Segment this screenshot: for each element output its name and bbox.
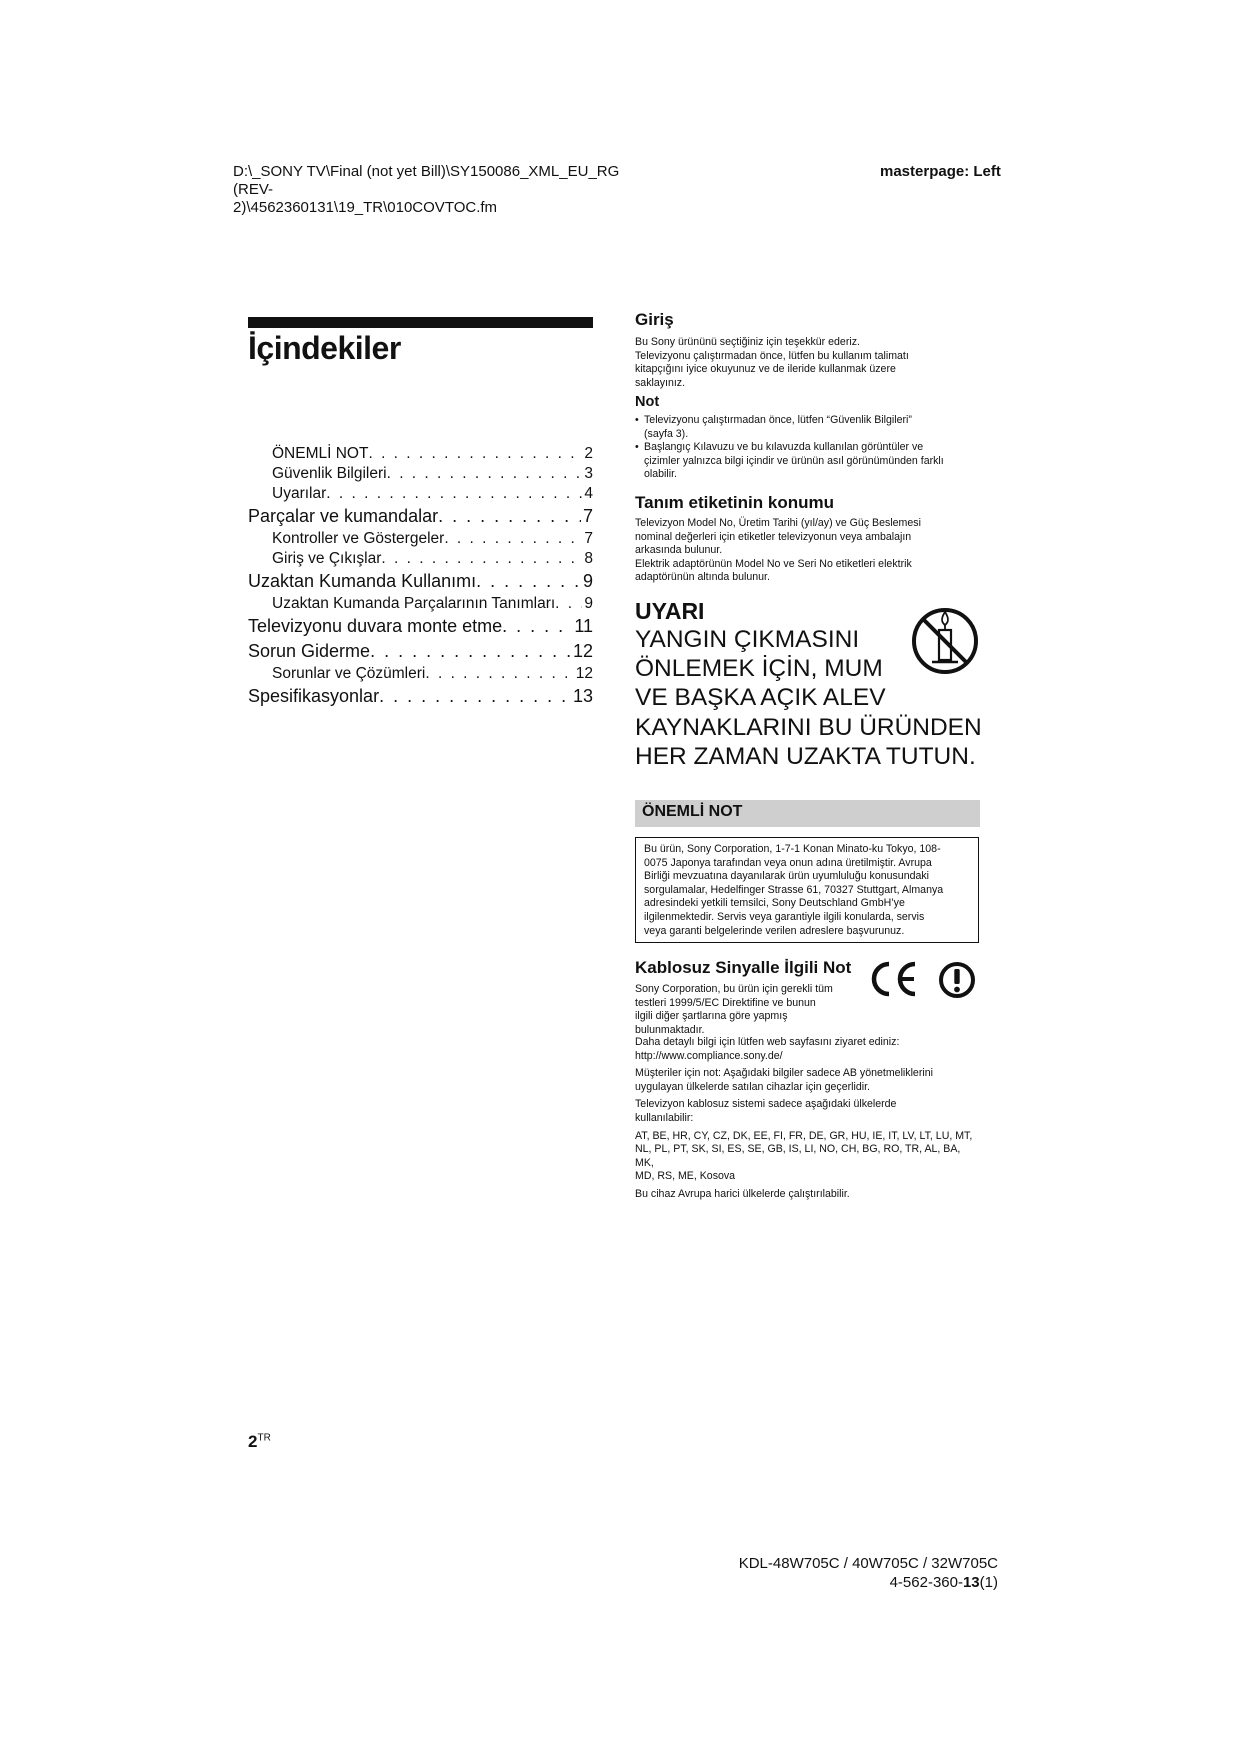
toc-item-spesifikasyonlar[interactable]: Spesifikasyonlar . . . 13 [248, 684, 593, 709]
toc-page-number: 3 [584, 465, 593, 482]
toc-page-number: 7 [584, 530, 593, 547]
file-path-line-2: 2)\4562360131\19_TR\010COVTOC.fm [233, 199, 498, 216]
uyari-warning-text: YANGIN ÇIKMASINI ÖNLEMEK İÇİN, MUM VE BAŞKA AÇIK ALEV KAYNAKLARINI BU ÜRÜNDEN HER ZAMAN UZAKTA TUTUN. [635, 626, 982, 770]
toc-item-uyarilar[interactable]: Uyarılar . . . 4 [248, 484, 593, 504]
kablosuz-paragraph-6: Bu cihaz Avrupa harici ülkelerde çalıştırılabilir. [635, 1187, 850, 1200]
kablosuz-paragraph-4: Televizyon kablosuz sistemi sadece aşağıdaki ülkelerde kullanılabilir: [635, 1098, 897, 1124]
footer-document-code: 4-562-360-13(1) [889, 1574, 998, 1591]
giris-paragraph: Bu Sony ürününü seçtiğiniz için teşekkür ederiz. Televizyonu çalıştırmadan önce, lütfen bu kullanım talimatı kitapçığını iyice okuyunuz ve de ileride kullanmak üzere saklayınız. [635, 336, 909, 389]
toc-page-number: 9 [584, 595, 593, 612]
toc-item-sorunlar-cozumleri[interactable]: Sorunlar ve Çözümleri . . . 12 [248, 664, 593, 684]
onemli-not-heading: ÖNEMLİ NOT [642, 803, 743, 820]
not-bullet-2: • Başlangıç Kılavuzu ve bu kılavuzda kullanılan görüntüler ve çizimler yalnızca bilgi içindir ve ürünün asıl görünümünden farklı olabilir. [635, 441, 980, 482]
toc-item-duvara-monte[interactable]: Televizyonu duvara monte etme . . . 11 [248, 614, 593, 639]
kablosuz-paragraph-1: Sony Corporation, bu ürün için gerekli tüm testleri 1999/5/EC Direktifine ve bunun ilgili diğer şartlarına göre yapmış bulunmaktadır. [635, 983, 833, 1036]
kablosuz-country-list: AT, BE, HR, CY, CZ, DK, EE, FI, FR, DE, GR, HU, IE, IT, LV, LT, LU, MT, NL, PL, PT, SK, SI, ES, SE, GB, IS, LI, NO, CH, BG, RO, TR, AL, BA, MK, MD, RS, ME, Kosova [635, 1129, 973, 1183]
toc-item-kumanda-parcalari[interactable]: Uzaktan Kumanda Parçalarının Tanımları . . . 9 [248, 594, 593, 614]
toc-page-number: 12 [575, 665, 593, 682]
toc-page-number: 2 [584, 445, 593, 462]
footer-model-numbers: KDL-48W705C / 40W705C / 32W705C [738, 1555, 998, 1572]
toc-item-onemli-not[interactable]: ÖNEMLİ NOT . . . 2 [248, 444, 593, 464]
page-number: $2^{TR}$ [248, 1432, 271, 1451]
no-open-flame-icon [910, 606, 980, 676]
kablosuz-heading: Kablosuz Sinyalle İlgili Not [635, 958, 852, 977]
not-list [635, 414, 980, 482]
uyari-heading: UYARI [635, 598, 705, 624]
toc-page-number: 13 [572, 686, 593, 706]
toc-item-guvenlik-bilgileri[interactable]: Güvenlik Bilgileri . . . 3 [248, 464, 593, 484]
toc-page-number: 4 [584, 485, 593, 502]
ce-mark-icon [868, 959, 920, 999]
toc-title-bar [248, 317, 593, 328]
table-of-contents [248, 444, 593, 709]
alert-mark-icon [938, 961, 976, 999]
file-path-line-1: D:\_SONY TV\Final (not yet Bill)\SY150086_XML_EU_RG (REV- [233, 163, 620, 198]
toc-title: İçindekiler [248, 330, 401, 366]
toc-item-kontroller[interactable]: Kontroller ve Göstergeler . . . 7 [248, 529, 593, 549]
toc-page-number: 7 [582, 506, 593, 526]
kablosuz-paragraph-2: Daha detaylı bilgi için lütfen web sayfasını ziyaret ediniz: http://www.compliance.sony.de/ [635, 1036, 980, 1063]
compliance-link[interactable]: http://www.compliance.sony.de/ [635, 1049, 783, 1062]
file-path-header [233, 163, 653, 217]
tanim-heading: Tanım etiketinin konumu [635, 493, 834, 512]
not-bullet-1: • Televizyonu çalıştırmadan önce, lütfen “Güvenlik Bilgileri” (sayfa 3). [635, 414, 980, 441]
toc-item-parcalar[interactable]: Parçalar ve kumandalar . . . 7 [248, 504, 593, 529]
toc-page-number: 9 [582, 571, 593, 591]
giris-heading: Giriş [635, 310, 674, 329]
onemli-not-box: Bu ürün, Sony Corporation, 1-7-1 Konan Minato-ku Tokyo, 108- 0075 Japonya tarafından veya onun adına üretilmiştir. Avrupa Birliği mevzuatına dayanılarak ürün uyumluluğu konusundaki sorgulamalar, Hedelfinger Strasse 61, 70327 Stuttgart, Almanya adresindeki yetkili temsilci, Sony Deutschland GmbH’ye ilgilenmektedir. Servis veya garantiyle ilgili konularda, servis veya garanti belgelerinde verilen adreslere başvurunuz. [635, 837, 979, 943]
page-number-suffix: TR [257, 1432, 271, 1444]
kablosuz-details [635, 1036, 980, 1206]
toc-item-sorun-giderme[interactable]: Sorun Giderme . . . 12 [248, 639, 593, 664]
not-heading: Not [635, 394, 660, 410]
kablosuz-paragraph-3: Müşteriler için not: Aşağıdaki bilgiler sadece AB yönetmeliklerini uygulayan ülkelerde satılan cihazlar için geçerlidir. [635, 1067, 933, 1093]
toc-page-number: 11 [574, 616, 593, 636]
toc-item-uzaktan-kumanda[interactable]: Uzaktan Kumanda Kullanımı . . . 9 [248, 569, 593, 594]
toc-item-giris-cikislar[interactable]: Giriş ve Çıkışlar . . . 8 [248, 549, 593, 569]
toc-page-number: 12 [572, 641, 593, 661]
toc-page-number: 8 [584, 550, 593, 567]
masterpage-label: masterpage: Left [880, 163, 1001, 180]
tanim-paragraph: Televizyon Model No, Üretim Tarihi (yıl/ay) ve Güç Beslemesi nominal değerleri için etiketler televizyonun veya ambalajın arkasında bulunur. Elektrik adaptörünün Model No ve Seri No etiketleri elektrik adaptörünün altında bulunur. [635, 517, 921, 584]
